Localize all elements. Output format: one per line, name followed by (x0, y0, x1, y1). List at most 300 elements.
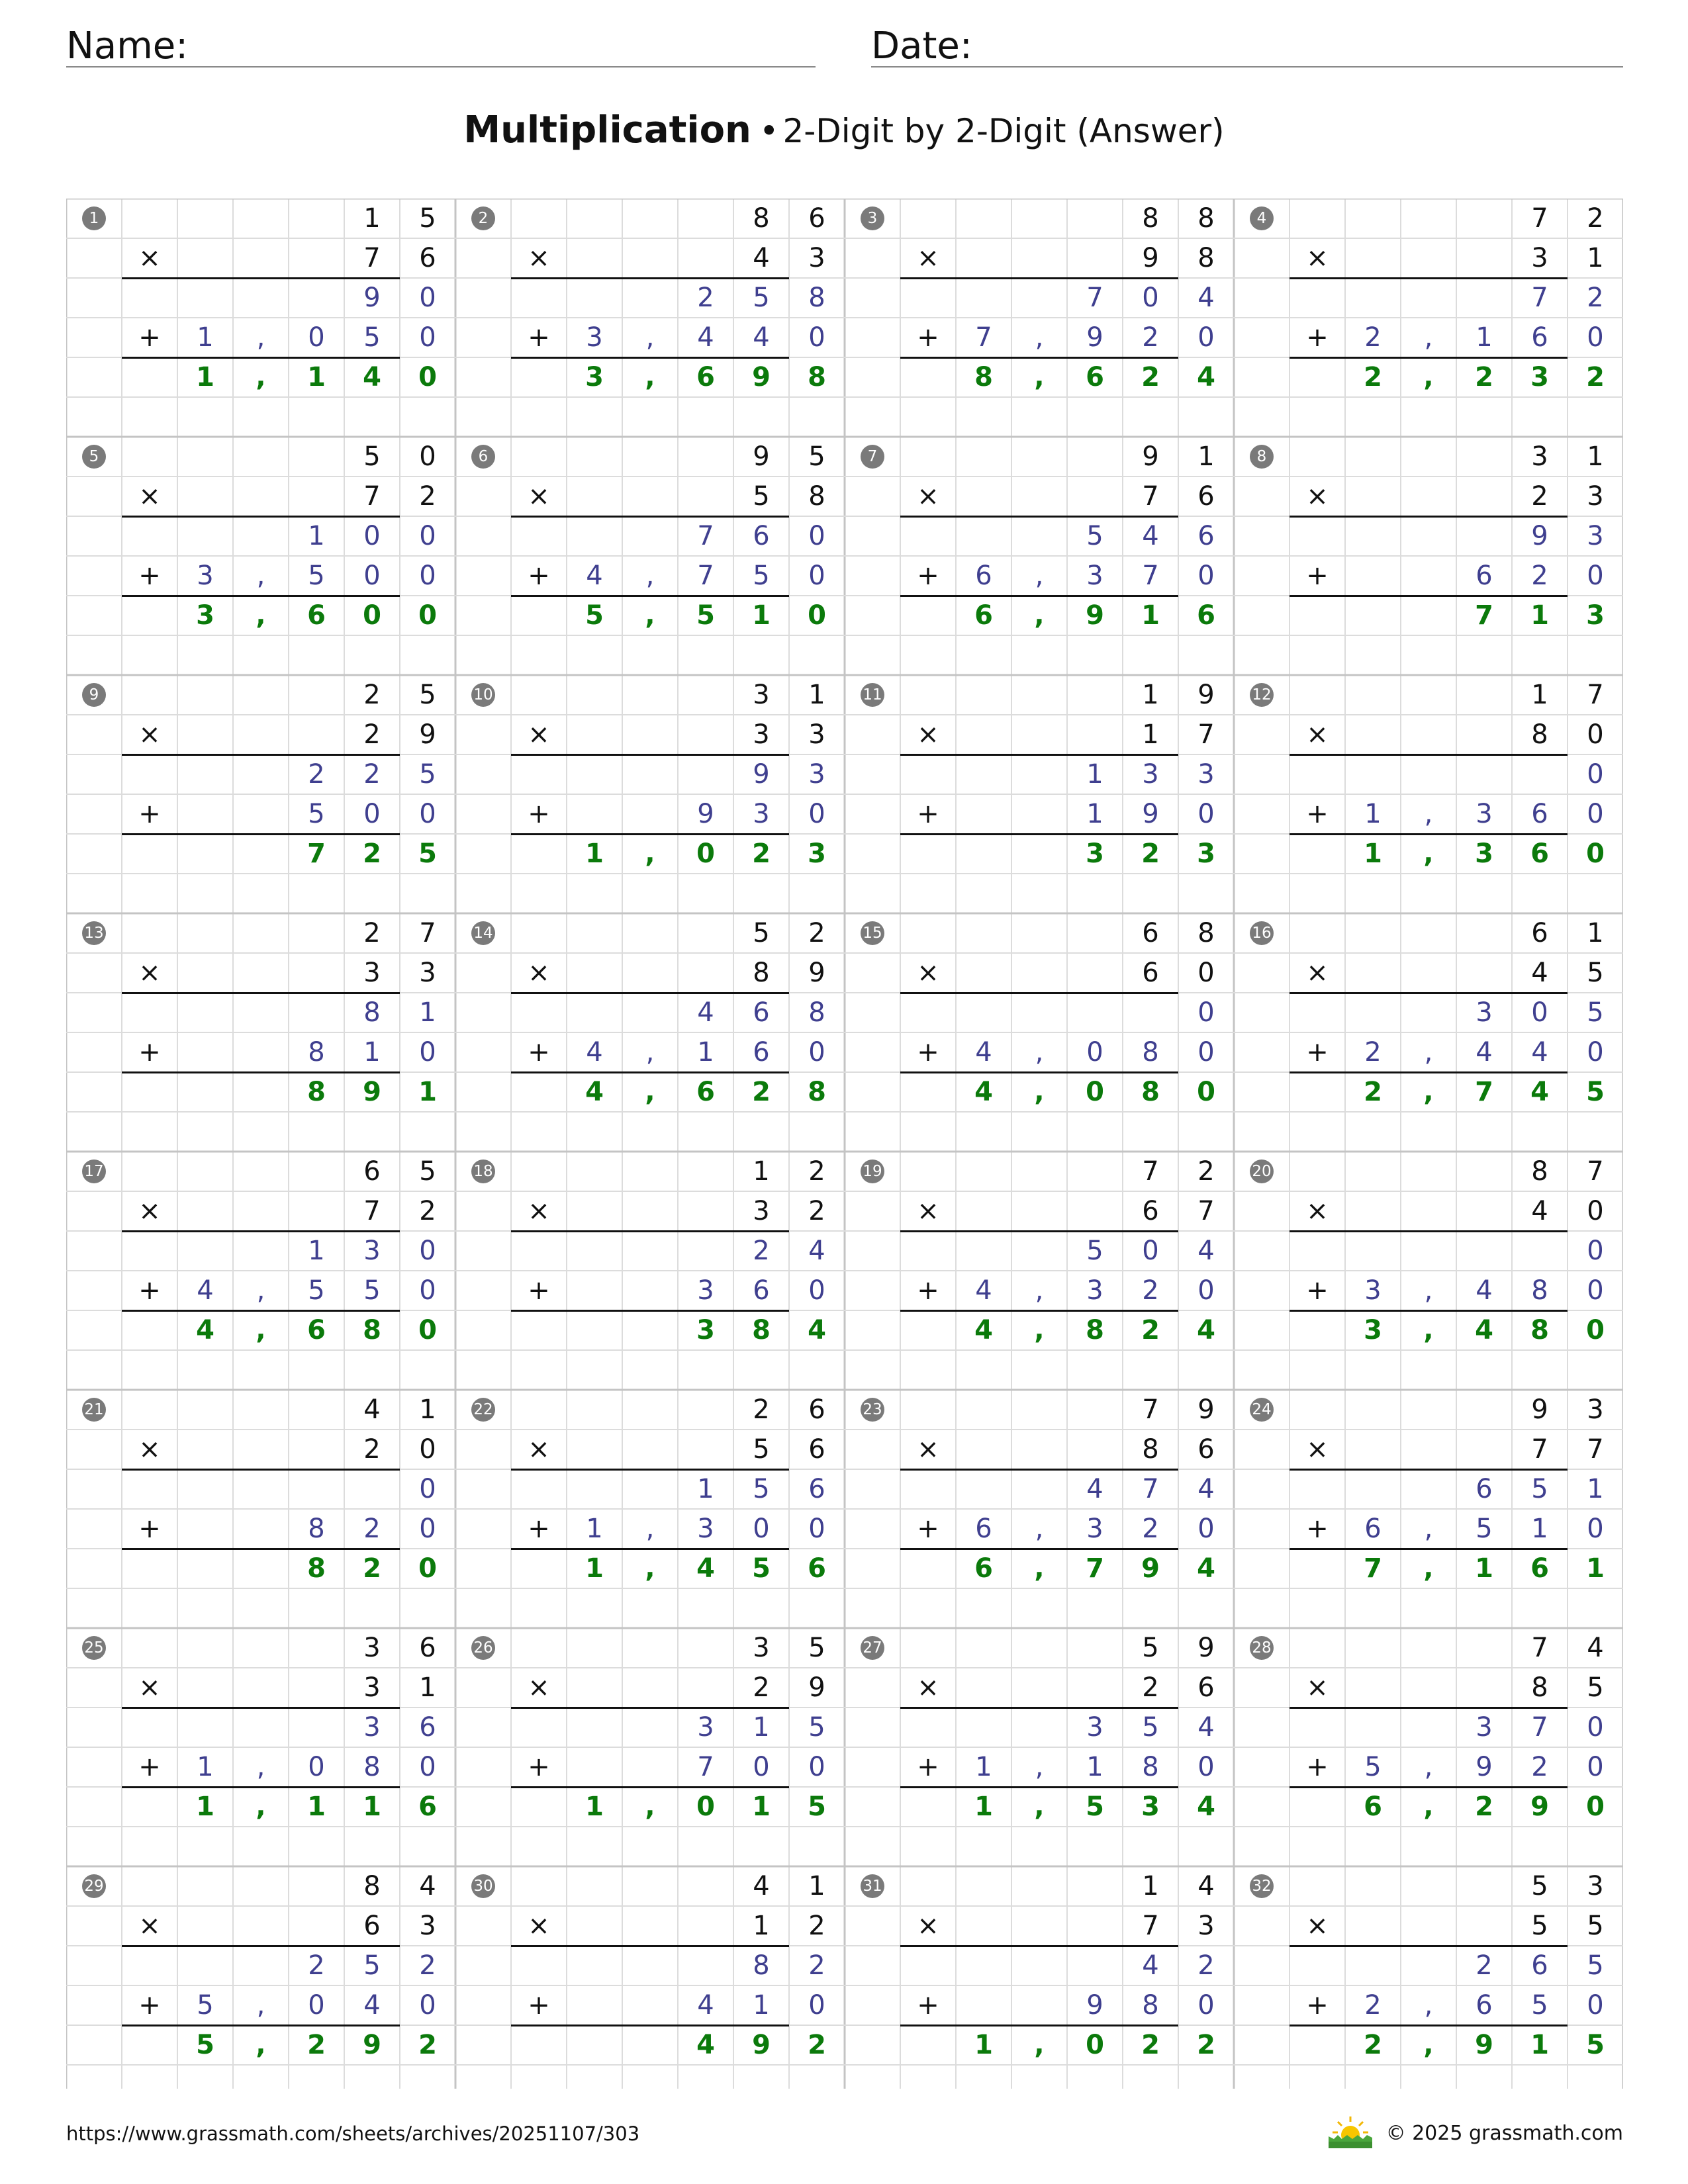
partial-product-digit: 3 (697, 1275, 714, 1306)
name-line (66, 66, 816, 68)
partial-product-digit: 0 (1142, 1236, 1159, 1266)
partial-product-digit: 0 (808, 1037, 825, 1068)
multiplier-digit: 2 (363, 1434, 381, 1465)
multiplier-digit: 3 (1587, 481, 1604, 512)
problem-number-badge: 7 (861, 445, 884, 469)
plus-sign: + (917, 1990, 939, 2021)
multiplier-digit: 7 (363, 481, 381, 512)
times-sign: × (1306, 1434, 1329, 1465)
multiplier-digit: 7 (1197, 719, 1215, 750)
times-sign: × (138, 1911, 161, 1941)
multiplicand-digit: 8 (363, 1871, 381, 1901)
multiplier-digit: 2 (1531, 481, 1548, 512)
partial-product-digit: 2 (1476, 1950, 1493, 1981)
answer-digit: 0 (1586, 839, 1605, 869)
multiplicand-digit: 6 (808, 203, 825, 234)
partial-product-digit: 2 (1197, 1950, 1215, 1981)
partial-product-digit: 0 (419, 1474, 436, 1504)
plus-sign: + (528, 322, 550, 353)
problem-number-badge: 14 (471, 921, 495, 945)
multiplicand-digit: 7 (1142, 1394, 1159, 1425)
partial-product-digit: 3 (1086, 561, 1103, 591)
multiplier-digit: 8 (1531, 719, 1548, 750)
plus-sign: + (917, 1514, 939, 1544)
sun-over-grass-icon (1327, 2115, 1374, 2148)
answer-digit: 6 (974, 1553, 993, 1584)
multiplier-digit: 9 (1142, 243, 1159, 273)
answer-digit: 6 (1364, 1792, 1382, 1822)
problem-number-badge: 13 (82, 921, 106, 945)
plus-sign: + (138, 561, 161, 591)
partial-product-digit: 3 (1476, 1712, 1493, 1743)
partial-product-digit: 0 (419, 799, 436, 829)
multiplicand-digit: 4 (419, 1871, 436, 1901)
partial-product-digit: , (645, 1037, 655, 1068)
partial-product-digit: 6 (753, 997, 770, 1028)
partial-product-digit: 2 (363, 759, 381, 790)
answer-digit: , (1423, 1792, 1434, 1822)
partial-product-digit: , (1035, 1037, 1044, 1068)
partial-product-digit: 5 (753, 283, 770, 313)
times-sign: × (917, 1672, 939, 1703)
partial-product-digit: 2 (697, 283, 714, 313)
multiplicand-digit: 5 (419, 680, 436, 710)
partial-product-digit: , (1424, 799, 1433, 829)
multiplier-digit: 4 (753, 243, 770, 273)
multiplier-digit: 2 (363, 719, 381, 750)
multiplicand-digit: 1 (419, 1394, 436, 1425)
partial-product-digit: 0 (1587, 1037, 1604, 1068)
partial-product-digit: 3 (1476, 997, 1493, 1028)
multiplier-digit: 2 (419, 481, 436, 512)
answer-digit: 2 (752, 1077, 771, 1107)
multiplicand-digit: 4 (1587, 1633, 1604, 1663)
answer-digit: 1 (585, 839, 604, 869)
times-sign: × (528, 1672, 550, 1703)
multiplicand-digit: 1 (808, 680, 825, 710)
answer-digit: , (256, 600, 266, 631)
partial-product-digit: 4 (1197, 1236, 1215, 1266)
times-sign: × (138, 958, 161, 988)
multiplicand-digit: 3 (753, 1633, 770, 1663)
problem-sheet (66, 199, 1623, 2089)
partial-product-digit: 5 (1531, 1990, 1548, 2021)
multiplier-digit: 5 (1531, 1911, 1548, 1941)
answer-digit: 0 (418, 362, 437, 392)
answer-digit: 8 (752, 1315, 771, 1345)
answer-digit: 1 (196, 1792, 214, 1822)
partial-product-digit: 8 (753, 1950, 770, 1981)
date-label: Date: (871, 24, 972, 68)
multiplicand-digit: 3 (1587, 1394, 1604, 1425)
answer-digit: , (256, 2030, 266, 2060)
answer-digit: 6 (1086, 362, 1104, 392)
partial-product-digit: 5 (419, 759, 436, 790)
problem-number-badge: 26 (471, 1636, 495, 1660)
multiplier-digit: 0 (1587, 1196, 1604, 1226)
partial-product-digit: 0 (1587, 1990, 1604, 2021)
multiplier-digit: 7 (1197, 1196, 1215, 1226)
partial-product-digit: 0 (1587, 799, 1604, 829)
multiplicand-digit: 7 (1587, 1156, 1604, 1187)
answer-digit: 0 (1086, 1077, 1104, 1107)
partial-product-digit: 5 (808, 1712, 825, 1743)
partial-product-digit: 6 (1364, 1514, 1382, 1544)
partial-product-digit: 1 (419, 997, 436, 1028)
partial-product-digit: , (645, 322, 655, 353)
partial-product-digit: 8 (363, 1752, 381, 1782)
multiplicand-digit: 1 (1531, 680, 1548, 710)
problem-number-badge: 1 (82, 206, 106, 230)
times-sign: × (1306, 719, 1329, 750)
partial-product-digit: 5 (363, 1275, 381, 1306)
partial-product-digit: 0 (808, 1275, 825, 1306)
multiplicand-digit: 4 (753, 1871, 770, 1901)
multiplicand-digit: 3 (363, 1633, 381, 1663)
answer-digit: 1 (1586, 1553, 1605, 1584)
answer-digit: 6 (974, 600, 993, 631)
answer-digit: 5 (196, 2030, 214, 2060)
partial-product-digit: , (645, 1514, 655, 1544)
multiplier-digit: 7 (363, 1196, 381, 1226)
answer-digit: 2 (1197, 2030, 1215, 2060)
multiplier-digit: 9 (808, 1672, 825, 1703)
partial-product-digit: 3 (1142, 759, 1159, 790)
answer-digit: , (1034, 1315, 1045, 1345)
multiplicand-digit: 2 (1197, 1156, 1215, 1187)
partial-product-digit: 4 (975, 1037, 992, 1068)
partial-product-digit: 1 (308, 521, 325, 551)
multiplicand-digit: 4 (363, 1394, 381, 1425)
partial-product-digit: , (1424, 1037, 1433, 1068)
multiplicand-digit: 9 (753, 441, 770, 472)
answer-digit: 1 (1475, 1553, 1493, 1584)
multiplicand-digit: 5 (363, 441, 381, 472)
multiplicand-digit: 2 (808, 1156, 825, 1187)
multiplier-digit: 7 (1587, 1434, 1604, 1465)
plus-sign: + (917, 1275, 939, 1306)
partial-product-digit: , (1035, 1275, 1044, 1306)
multiplier-digit: 4 (1531, 1196, 1548, 1226)
answer-digit: 1 (585, 1792, 604, 1822)
partial-product-digit: 0 (363, 799, 381, 829)
answer-digit: 4 (1197, 1553, 1215, 1584)
partial-product-digit: 8 (308, 1514, 325, 1544)
partial-product-digit: 3 (1086, 1275, 1103, 1306)
partial-product-digit: 7 (1531, 283, 1548, 313)
multiplicand-digit: 2 (753, 1394, 770, 1425)
times-sign: × (1306, 481, 1329, 512)
answer-digit: 9 (1530, 1792, 1549, 1822)
answer-digit: 1 (1141, 600, 1160, 631)
answer-digit: 4 (1475, 1315, 1493, 1345)
problem-number-badge: 19 (861, 1160, 884, 1183)
partial-product-digit: 8 (363, 997, 381, 1028)
plus-sign: + (138, 1990, 161, 2021)
multiplicand-digit: 8 (1197, 918, 1215, 948)
answer-digit: 8 (1141, 1077, 1160, 1107)
multiplier-digit: 8 (1531, 1672, 1548, 1703)
multiplicand-digit: 2 (363, 918, 381, 948)
multiplier-digit: 3 (419, 958, 436, 988)
answer-digit: 5 (808, 1792, 826, 1822)
problem-number-badge: 12 (1250, 683, 1274, 707)
answer-digit: 8 (307, 1553, 326, 1584)
answer-digit: 3 (1586, 600, 1605, 631)
partial-product-digit: 4 (1197, 1474, 1215, 1504)
partial-product-digit: 4 (1086, 1474, 1103, 1504)
multiplicand-digit: 8 (1142, 203, 1159, 234)
partial-product-digit: 0 (1197, 799, 1215, 829)
answer-digit: 2 (1141, 839, 1160, 869)
answer-digit: 8 (307, 1077, 326, 1107)
partial-product-digit: 0 (419, 1236, 436, 1266)
answer-digit: 0 (418, 600, 437, 631)
answer-digit: 6 (696, 362, 715, 392)
multiplier-digit: 8 (1142, 1434, 1159, 1465)
multiplicand-digit: 6 (1142, 918, 1159, 948)
times-sign: × (1306, 1911, 1329, 1941)
partial-product-digit: 1 (1587, 1474, 1604, 1504)
answer-digit: 5 (585, 600, 604, 631)
answer-digit: 4 (1197, 362, 1215, 392)
plus-sign: + (138, 1514, 161, 1544)
partial-product-digit: 0 (1587, 759, 1604, 790)
problem-number-badge: 21 (82, 1398, 106, 1422)
partial-product-digit: 3 (1197, 759, 1215, 790)
partial-product-digit: 3 (586, 322, 603, 353)
partial-product-digit: 3 (753, 799, 770, 829)
multiplier-digit: 8 (753, 958, 770, 988)
partial-product-digit: 9 (1476, 1752, 1493, 1782)
plus-sign: + (1306, 1514, 1329, 1544)
answer-digit: , (645, 1792, 655, 1822)
partial-product-digit: 0 (419, 1752, 436, 1782)
partial-product-digit: 0 (808, 322, 825, 353)
partial-product-digit: 0 (1197, 322, 1215, 353)
sum-rule (122, 1469, 400, 1471)
answer-digit: , (1034, 2030, 1045, 2060)
multiplicand-digit: 3 (1531, 441, 1548, 472)
multiplicand-digit: 7 (1531, 203, 1548, 234)
partial-product-digit: 7 (697, 521, 714, 551)
partial-product-digit: , (256, 322, 265, 353)
answer-digit: 8 (363, 1315, 381, 1345)
multiplier-digit: 3 (363, 958, 381, 988)
partial-product-digit: 0 (419, 1037, 436, 1068)
multiplicand-digit: 5 (753, 918, 770, 948)
partial-product-digit: 0 (808, 799, 825, 829)
answer-digit: 6 (307, 600, 326, 631)
partial-product-digit: 5 (1587, 1950, 1604, 1981)
plus-sign: + (917, 1752, 939, 1782)
multiplier-digit: 2 (1142, 1672, 1159, 1703)
times-sign: × (917, 1196, 939, 1226)
partial-product-digit: , (645, 561, 655, 591)
partial-product-digit: , (1424, 1752, 1433, 1782)
answer-digit: 3 (696, 1315, 715, 1345)
multiplicand-digit: 6 (808, 1394, 825, 1425)
multiplicand-digit: 8 (1197, 203, 1215, 234)
plus-sign: + (528, 799, 550, 829)
multiplicand-digit: 9 (1531, 1394, 1548, 1425)
partial-product-digit: 0 (419, 283, 436, 313)
multiplicand-digit: 1 (1197, 441, 1215, 472)
partial-product-digit: 5 (1086, 1236, 1103, 1266)
answer-digit: 6 (1530, 839, 1549, 869)
partial-product-digit: 3 (1086, 1514, 1103, 1544)
multiplicand-digit: 7 (1531, 1633, 1548, 1663)
multiplicand-digit: 7 (1587, 680, 1604, 710)
multiplier-digit: 6 (419, 243, 436, 273)
answer-digit: 7 (1475, 1077, 1493, 1107)
partial-product-digit: 8 (808, 283, 825, 313)
multiplicand-digit: 6 (363, 1156, 381, 1187)
plus-sign: + (917, 561, 939, 591)
times-sign: × (138, 481, 161, 512)
answer-digit: 9 (752, 362, 771, 392)
partial-product-digit: 7 (1086, 283, 1103, 313)
multiplicand-digit: 7 (1142, 1156, 1159, 1187)
times-sign: × (528, 1196, 550, 1226)
partial-product-digit: 4 (1476, 1037, 1493, 1068)
partial-product-digit: 4 (197, 1275, 214, 1306)
multiplier-digit: 3 (808, 243, 825, 273)
multiplicand-digit: 6 (419, 1633, 436, 1663)
partial-product-digit: 1 (1086, 799, 1103, 829)
multiplicand-digit: 5 (1531, 1871, 1548, 1901)
answer-digit: 1 (974, 2030, 993, 2060)
answer-digit: 2 (1141, 1315, 1160, 1345)
answer-digit: , (645, 839, 655, 869)
name-label: Name: (66, 24, 189, 68)
partial-product-digit: , (1035, 322, 1044, 353)
plus-sign: + (917, 322, 939, 353)
partial-product-digit: 5 (1142, 1712, 1159, 1743)
answer-digit: 4 (196, 1315, 214, 1345)
partial-product-digit: 3 (363, 1236, 381, 1266)
partial-product-digit: 0 (1197, 561, 1215, 591)
problem-number-badge: 15 (861, 921, 884, 945)
answer-digit: 8 (1530, 1315, 1549, 1345)
multiplier-digit: 2 (808, 1911, 825, 1941)
answer-digit: 3 (1197, 839, 1215, 869)
answer-digit: , (645, 362, 655, 392)
partial-product-digit: 2 (753, 1236, 770, 1266)
partial-product-digit: 8 (308, 1037, 325, 1068)
multiplier-digit: 9 (808, 958, 825, 988)
multiplier-digit: 5 (1587, 958, 1604, 988)
times-sign: × (528, 1911, 550, 1941)
partial-product-digit: 6 (975, 1514, 992, 1544)
partial-product-digit: 1 (197, 1752, 214, 1782)
partial-product-digit: 2 (1531, 1752, 1548, 1782)
answer-digit: 0 (1197, 1077, 1215, 1107)
partial-product-digit: 0 (419, 1275, 436, 1306)
partial-product-digit: 5 (1364, 1752, 1382, 1782)
answer-digit: 1 (752, 1792, 771, 1822)
multiplicand-digit: 1 (1587, 441, 1604, 472)
plus-sign: + (1306, 799, 1329, 829)
answer-digit: 3 (1141, 1792, 1160, 1822)
answer-digit: 4 (808, 1315, 826, 1345)
times-sign: × (138, 719, 161, 750)
answer-digit: 4 (696, 2030, 715, 2060)
partial-product-digit: 1 (197, 322, 214, 353)
plus-sign: + (138, 322, 161, 353)
times-sign: × (528, 719, 550, 750)
multiplier-digit: 6 (1142, 1196, 1159, 1226)
partial-product-digit: 0 (1587, 1752, 1604, 1782)
answer-digit: 2 (1475, 1792, 1493, 1822)
multiplier-digit: 3 (1531, 243, 1548, 273)
plus-sign: + (138, 799, 161, 829)
multiplier-digit: 3 (363, 1672, 381, 1703)
partial-product-digit: 0 (1197, 1514, 1215, 1544)
multiplier-digit: 1 (753, 1911, 770, 1941)
answer-digit: , (645, 1553, 655, 1584)
answer-digit: 9 (1086, 600, 1104, 631)
multiplier-digit: 6 (808, 1434, 825, 1465)
partial-product-digit: , (1424, 1275, 1433, 1306)
problem-number-badge: 25 (82, 1636, 106, 1660)
multiplicand-digit: 2 (1587, 203, 1604, 234)
multiplier-digit: 6 (1142, 958, 1159, 988)
answer-digit: 7 (1086, 1553, 1104, 1584)
answer-digit: 6 (808, 1553, 826, 1584)
partial-product-digit: 0 (308, 322, 325, 353)
problem-number-badge: 16 (1250, 921, 1274, 945)
multiplier-digit: 5 (753, 1434, 770, 1465)
partial-product-digit: 0 (419, 521, 436, 551)
partial-product-digit: 0 (753, 1752, 770, 1782)
partial-product-digit: 7 (1142, 1474, 1159, 1504)
partial-product-digit: 4 (1197, 1712, 1215, 1743)
answer-digit: 0 (808, 600, 826, 631)
partial-product-digit: 0 (1587, 1236, 1604, 1266)
plus-sign: + (528, 1514, 550, 1544)
times-sign: × (138, 1196, 161, 1226)
partial-product-digit: 5 (1086, 521, 1103, 551)
answer-digit: , (1034, 1792, 1045, 1822)
problem-number-badge: 3 (861, 206, 884, 230)
problem-number-badge: 22 (471, 1398, 495, 1422)
problem-number-badge: 8 (1250, 445, 1274, 469)
plus-sign: + (1306, 1037, 1329, 1068)
partial-product-digit: 0 (1587, 1712, 1604, 1743)
answer-digit: 4 (1530, 1077, 1549, 1107)
partial-product-digit: 4 (1531, 1037, 1548, 1068)
plus-sign: + (528, 561, 550, 591)
partial-product-digit: 0 (808, 1752, 825, 1782)
partial-product-digit: 4 (586, 561, 603, 591)
partial-product-digit: 9 (1086, 322, 1103, 353)
multiplicand-digit: 5 (808, 1633, 825, 1663)
partial-product-digit: 4 (1142, 1950, 1159, 1981)
partial-product-digit: 9 (363, 283, 381, 313)
problem-number-badge: 2 (471, 206, 495, 230)
partial-product-digit: 5 (1531, 1474, 1548, 1504)
times-sign: × (138, 1434, 161, 1465)
partial-product-digit: 2 (1364, 1037, 1382, 1068)
plus-sign: + (138, 1752, 161, 1782)
partial-product-digit: 0 (1587, 322, 1604, 353)
partial-product-digit: 3 (697, 1514, 714, 1544)
partial-product-digit: 2 (1142, 1514, 1159, 1544)
multiplicand-digit: 9 (1197, 1394, 1215, 1425)
partial-product-digit: 2 (308, 1950, 325, 1981)
partial-product-digit: 8 (1142, 1990, 1159, 2021)
